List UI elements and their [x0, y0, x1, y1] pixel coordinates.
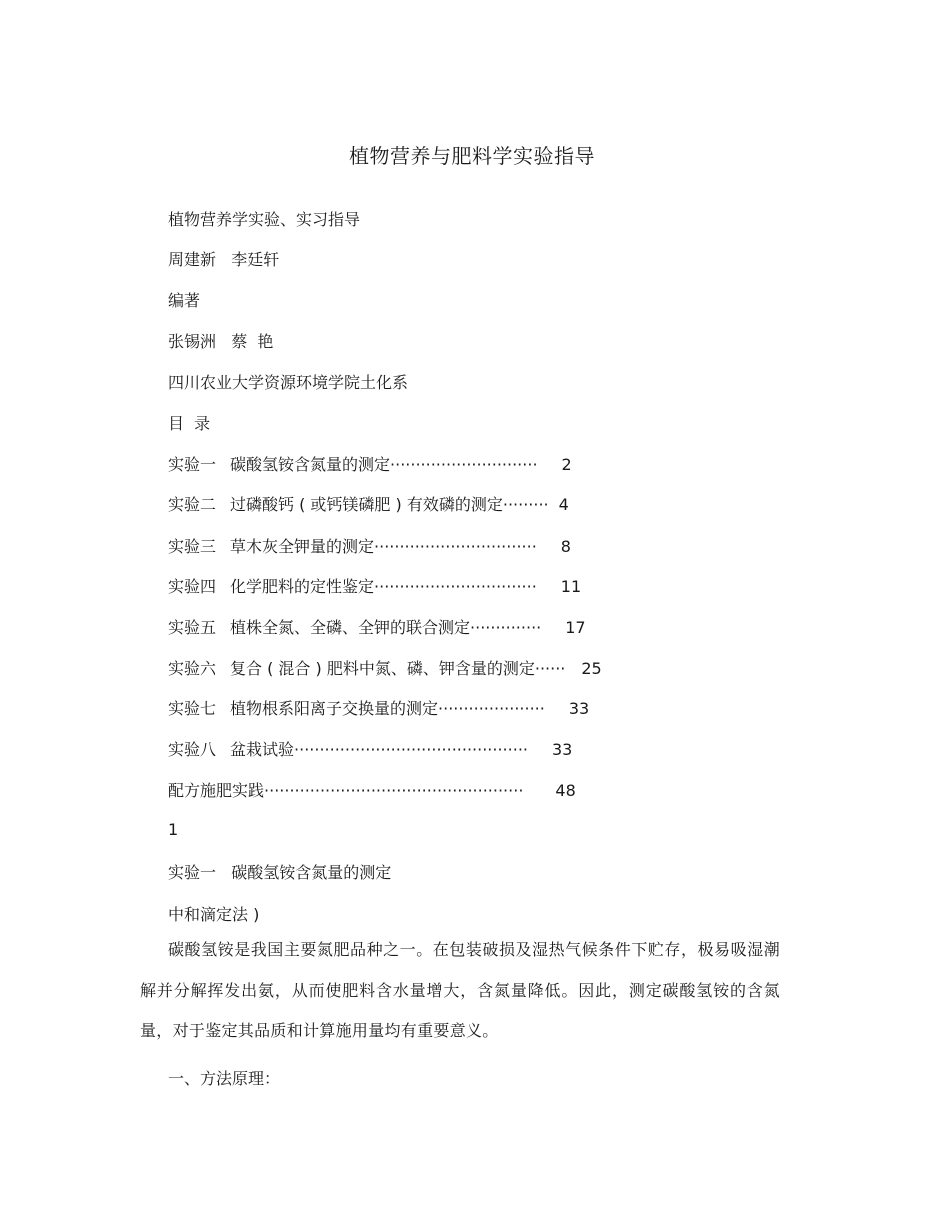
toc-entry-2[interactable] [168, 492, 569, 515]
document-title: 植物营养与肥料学实验指导 [349, 144, 595, 168]
toc-leader: ·············· [470, 618, 542, 637]
toc-label: 实验四 [168, 577, 217, 596]
toc-label: 实验六 [168, 659, 217, 678]
toc-title: 化学肥料的定性鉴定 [230, 577, 375, 596]
toc-leader: ····························· [390, 455, 538, 474]
toc-title: 配方施肥实践 [168, 781, 265, 800]
author-role: 编著 [168, 291, 201, 310]
toc-leader: ··················································· [264, 781, 524, 800]
toc-page: 11 [560, 577, 582, 596]
toc-page: 2 [561, 455, 572, 474]
toc-title: 草木灰全钾量的测定 [230, 537, 375, 556]
toc-page: 48 [555, 781, 576, 800]
subsection-heading: 一、方法原理： [168, 1069, 281, 1088]
toc-entry-1[interactable] [168, 452, 572, 475]
toc-title: 植株全氮、全磷、全钾的联合测定 [230, 618, 471, 637]
toc-label: 实验二 [168, 495, 217, 514]
toc-title: 盆栽试验 [230, 740, 295, 759]
section-heading: 实验一 碳酸氢铵含氮量的测定 [168, 863, 392, 882]
toc-label: 实验七 [168, 699, 217, 718]
toc-leader: ······ [534, 659, 566, 678]
toc-leader: ········· [502, 495, 549, 514]
toc-leader: ································ [374, 577, 537, 596]
subtitle: 植物营养学实验、实习指导 [168, 210, 361, 229]
toc-title: 碳酸氢铵含氮量的测定 [230, 455, 391, 474]
toc-leader: ································ [374, 537, 537, 556]
toc-label: 实验五 [168, 618, 217, 637]
toc-leader: ·············································· [294, 740, 528, 759]
body-paragraph: 碳酸氢铵是我国主要氮肥品种之一。在包装破损及湿热气候条件下贮存，极易吸湿潮解并分解挥发出氨，从而使肥料含水量增大，含氮量降低。因此，测定碳酸氢铵的含氮量，对于鉴定其品质和计算施用量均有重要意义。 [140, 940, 780, 1040]
toc-heading: 目 录 [168, 414, 211, 433]
method-name: 中和滴定法 ) [168, 905, 260, 924]
authors-line-1: 周建新 李廷轩 [168, 250, 280, 269]
toc-label: 实验一 [168, 455, 217, 474]
toc-title: 植物根系阳离子交换量的测定 [230, 699, 439, 718]
toc-page: 4 [558, 495, 569, 514]
toc-page: 25 [581, 659, 602, 678]
toc-label: 实验八 [168, 740, 217, 759]
toc-title: 过磷酸钙 ( 或钙镁磷肥 ) 有效磷的测定 [230, 495, 503, 514]
toc-label: 实验三 [168, 537, 217, 556]
toc-entry-3[interactable] [168, 534, 571, 557]
toc-entry-6[interactable] [168, 656, 602, 679]
toc-page: 33 [551, 740, 573, 759]
toc-entry-8[interactable] [168, 737, 572, 760]
institution: 四川农业大学资源环境学院土化系 [168, 373, 409, 392]
authors-line-2: 张锡洲 蔡 艳 [168, 332, 274, 351]
toc-entry-7[interactable] [168, 696, 589, 719]
toc-entry-9[interactable] [168, 778, 576, 801]
toc-page: 17 [565, 618, 586, 637]
toc-page: 8 [560, 537, 571, 556]
toc-title: 复合 ( 混合 ) 肥料中氮、磷、钾含量的测定 [230, 659, 535, 678]
toc-entry-4[interactable] [168, 574, 581, 597]
toc-page: 33 [568, 699, 590, 718]
toc-entry-5[interactable] [168, 615, 586, 638]
toc-leader: ····················· [438, 699, 545, 718]
page-number: 1 [168, 820, 179, 839]
